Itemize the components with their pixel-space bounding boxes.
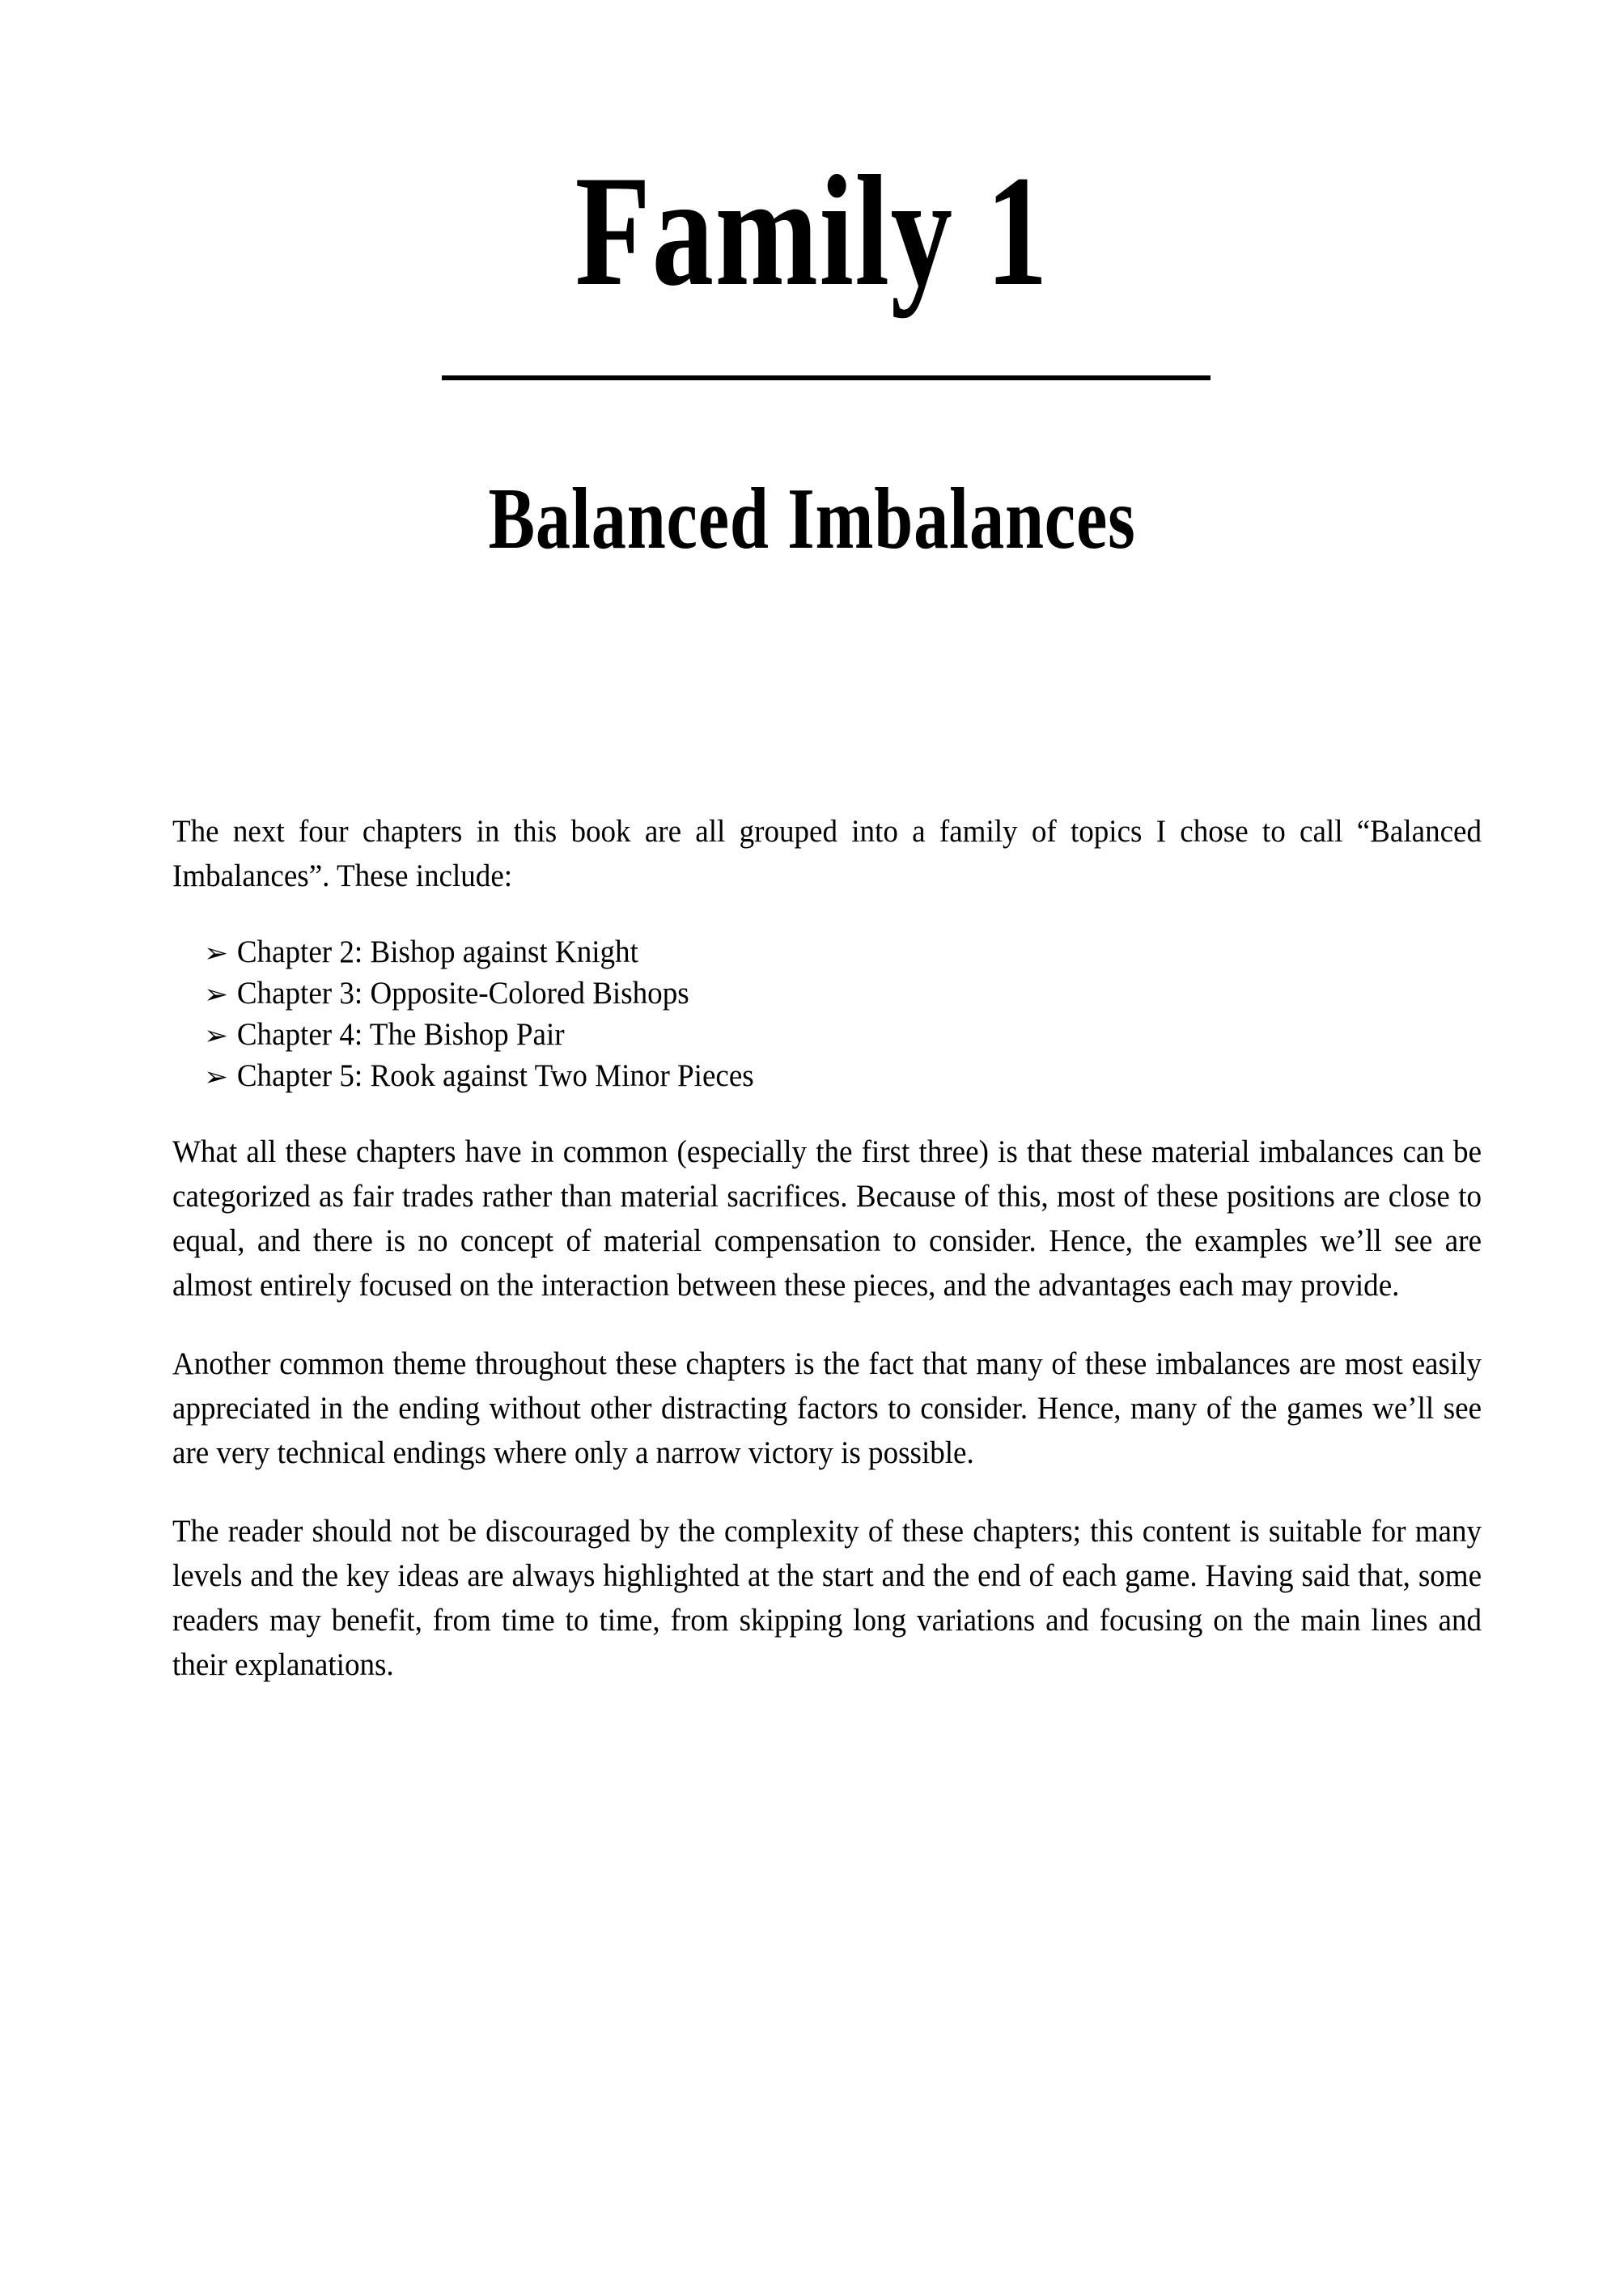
page-subtitle: Balanced Imbalances	[488, 471, 1136, 567]
intro-paragraph: The next four chapters in this book are all grouped into a family of topics I chose to call “Balanced Imbalances”. These include:	[172, 814, 1482, 893]
list-item	[204, 1015, 1418, 1056]
paragraph-reader-note: The reader should not be discouraged by the complexity of these chapters; this content is suitable for many levels and the key ideas are always highlighted at the start and the end of each game. Having said that, some readers may benefit, from time to time, from skipping long variations and focusing on the main lines and their explanations.	[172, 1514, 1482, 1682]
page-title: Family 1	[575, 143, 1049, 319]
body-content	[172, 809, 1482, 1687]
arrow-bullet-icon: ➢	[204, 937, 229, 968]
title-divider	[0, 375, 1624, 380]
list-item-label: Chapter 4: The Bishop Pair	[236, 1017, 565, 1052]
arrow-bullet-icon: ➢	[204, 1061, 229, 1092]
list-item-label: Chapter 2: Bishop against Knight	[236, 935, 638, 969]
horizontal-rule	[442, 375, 1211, 380]
list-item	[204, 1056, 1418, 1097]
list-item-label: Chapter 5: Rook against Two Minor Pieces	[236, 1058, 754, 1093]
chapter-list	[172, 932, 1482, 1097]
paragraph-common-themes: What all these chapters have in common (especially the first three) is that these material imbalances can be categorized as fair trades rather than material sacrifices. Because of this, most of these positions are close to equal, and there is no concept of material compensation to consider. Hence, the examples we’ll see are almost entirely focused on the interaction between these pieces, and the advantages each may provide.	[172, 1134, 1482, 1303]
list-item-label: Chapter 3: Opposite-Colored Bishops	[236, 976, 689, 1011]
list-item	[204, 973, 1418, 1015]
arrow-bullet-icon: ➢	[204, 978, 229, 1010]
list-item	[204, 932, 1418, 973]
page-masthead	[0, 143, 1624, 319]
paragraph-endings-theme: Another common theme throughout these chapters is the fact that many of these imbalances are most easily appreciated in the ending without other distracting factors to consider. Hence, many of the games we’ll see are very technical endings where only a narrow victory is possible.	[172, 1346, 1482, 1470]
arrow-bullet-icon: ➢	[204, 1019, 229, 1051]
